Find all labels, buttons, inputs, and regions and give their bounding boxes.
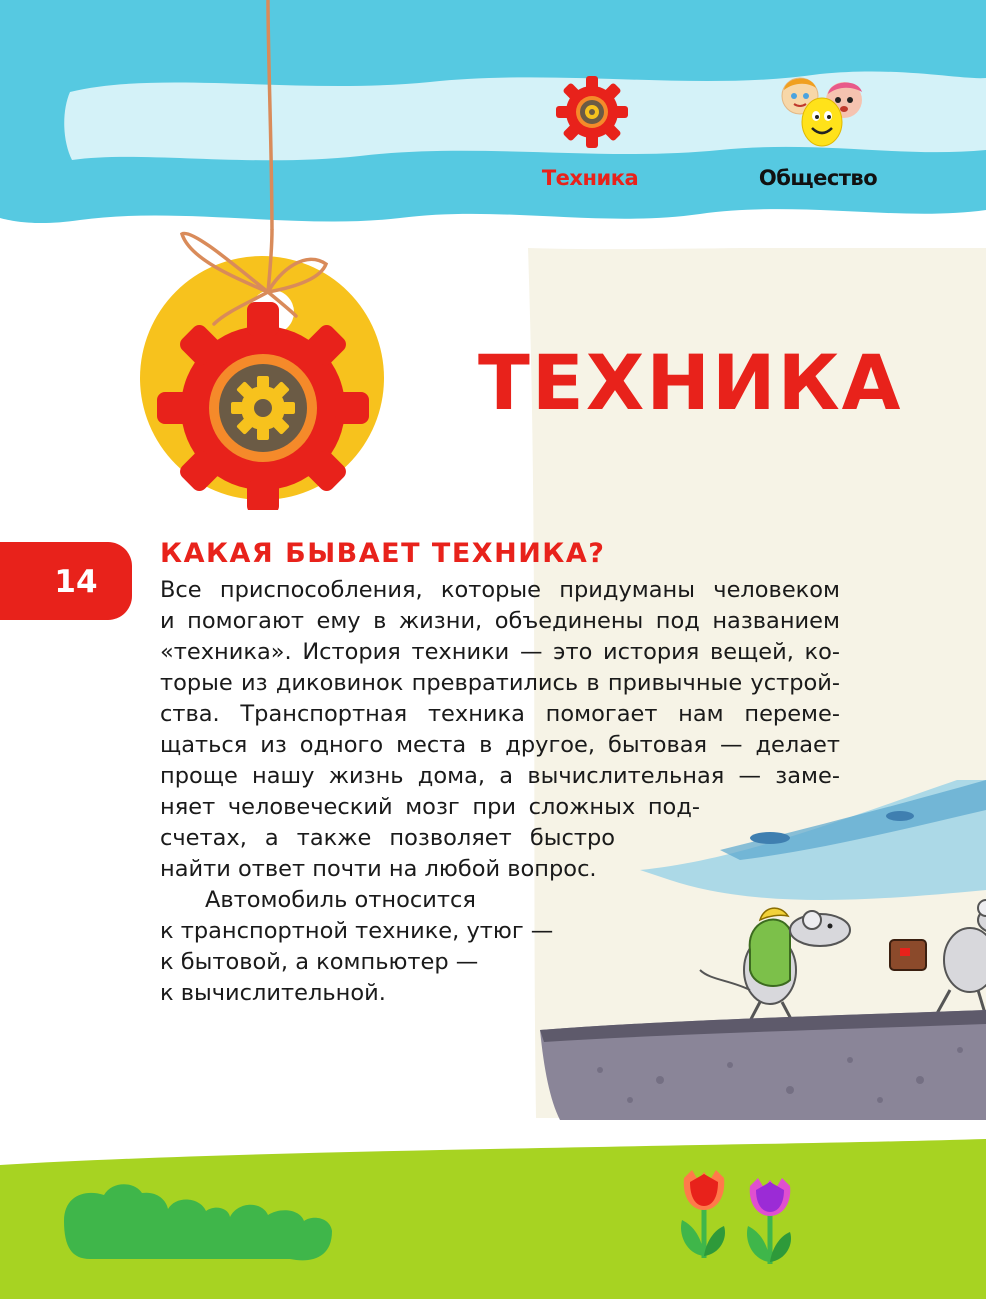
body-text-line: и помогают ему в жизни, объединены под названием [160,608,840,634]
body-text-line: к транспортной технике, утюг — [160,918,554,944]
section-heading: КАКАЯ БЫВАЕТ ТЕХНИКА? [160,538,606,569]
grass-background [0,1135,986,1299]
body-text-line: няет человеческий мозг при сложных под- [160,794,700,820]
body-text-line: найти ответ почти на любой вопрос. [160,856,597,882]
body-text-line: ства. Транспортная техника помогает нам переме- [160,701,840,727]
tulip-purple-icon [742,1178,798,1268]
nav-faces-icon[interactable] [776,72,868,152]
body-text-line: Автомобиль относится [205,887,476,913]
body-text-line: проще нашу жизнь дома, а вычислительная — заме- [160,763,840,789]
body-text-line: торые из диковинок превратились в привычные устрой- [160,670,840,696]
nav-gear-icon[interactable] [556,76,628,148]
body-text-line: к вычислительной. [160,980,386,1006]
body-text-line: Все приспособления, которые придуманы человеком [160,577,840,603]
body-text-line: к бытовой, а компьютер — [160,949,479,975]
mice-illustration [520,780,986,1120]
page-title: ТЕХНИКА [478,338,903,427]
body-text-line: щаться из одного места в другое, бытовая — делает [160,732,840,758]
tulip-red-icon [676,1168,732,1264]
page-number: 14 [54,564,98,600]
body-text-line: «техника». История техники — это история вещей, ко- [160,639,840,665]
nav-item-society-label[interactable]: Общество [758,166,878,190]
body-text-line: счетах, а также позволяет быстро [160,825,615,851]
gear-medallion-icon [130,220,400,510]
nav-item-tech-label[interactable]: Техника [541,166,639,190]
